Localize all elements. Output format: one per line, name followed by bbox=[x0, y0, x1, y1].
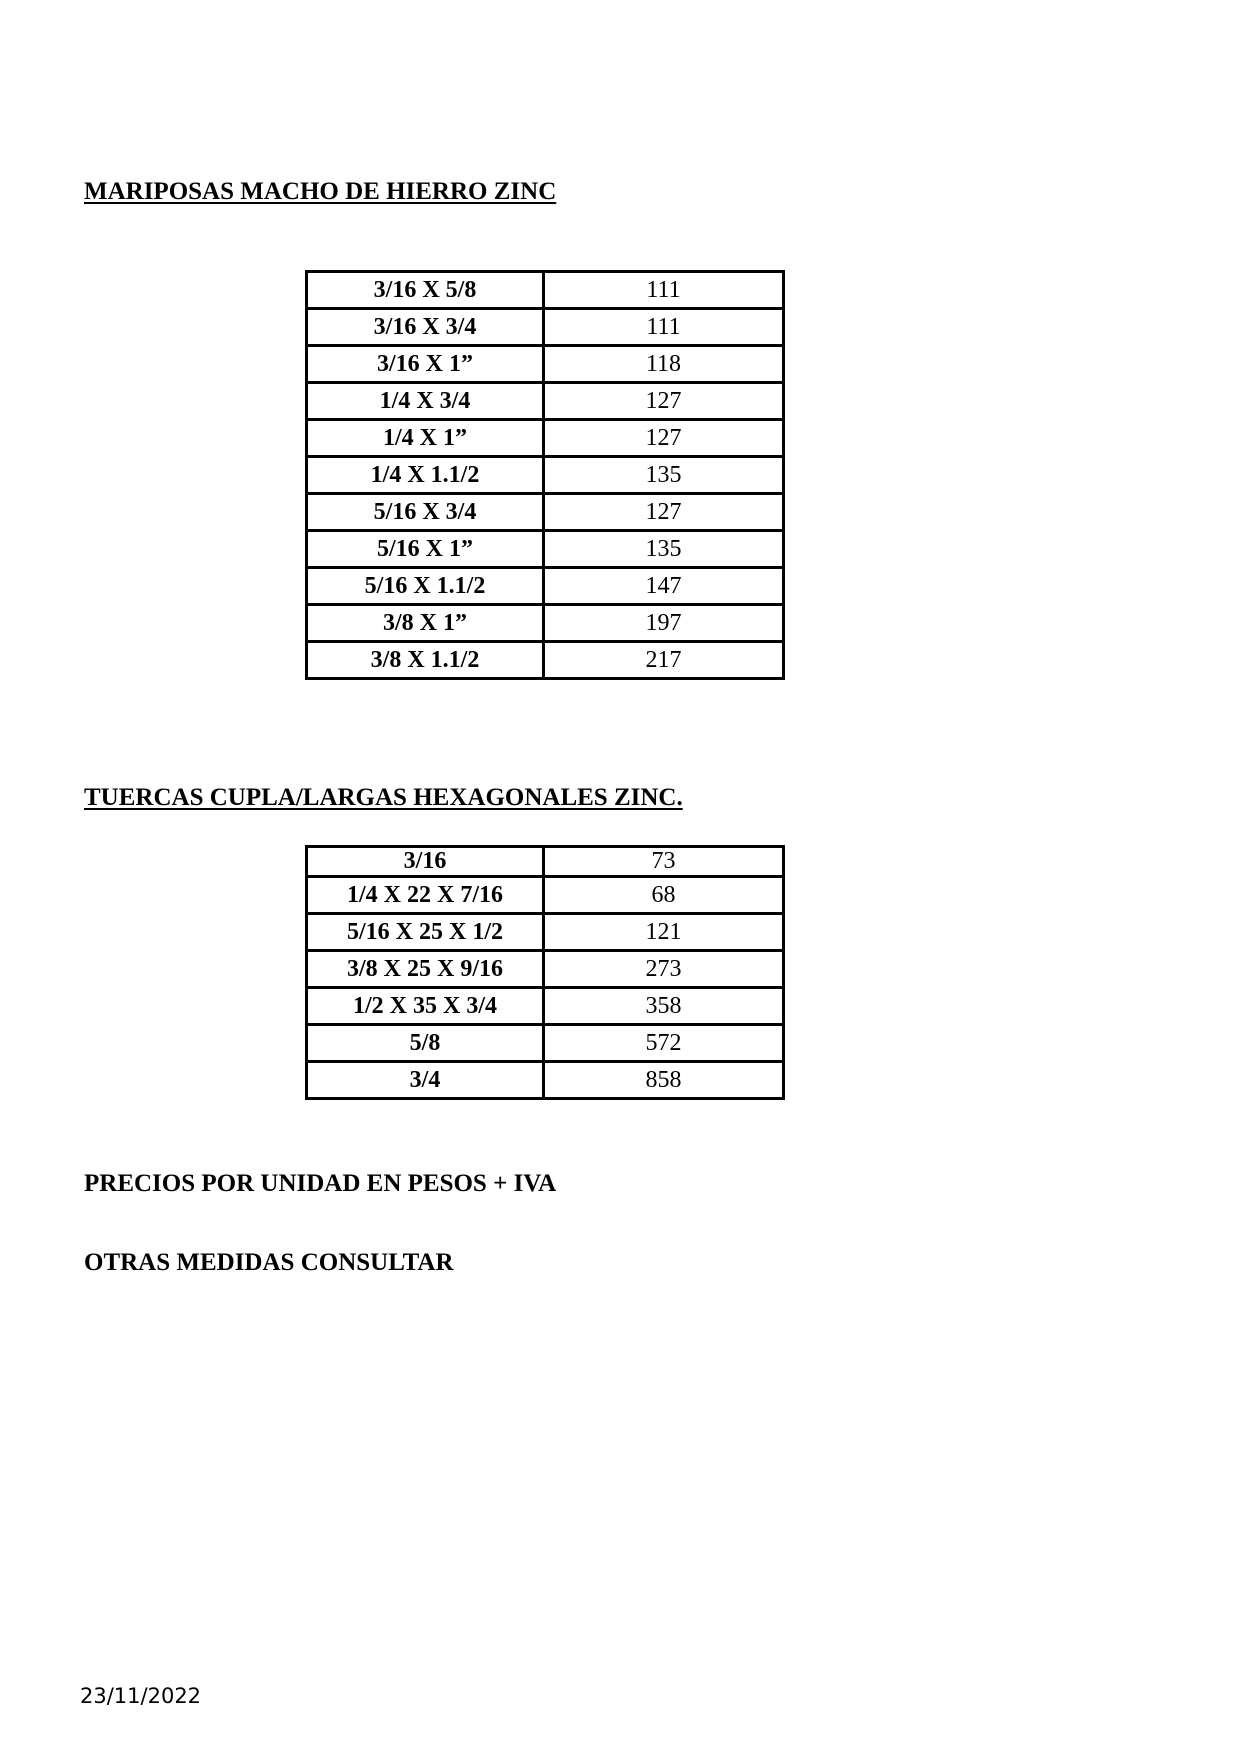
size-cell: 3/16 X 3/4 bbox=[307, 309, 544, 346]
size-cell: 3/16 X 1” bbox=[307, 346, 544, 383]
price-cell: 127 bbox=[544, 420, 784, 457]
price-cell: 118 bbox=[544, 346, 784, 383]
price-cell: 572 bbox=[544, 1025, 784, 1062]
section-title-mariposas: MARIPOSAS MACHO DE HIERRO ZINC bbox=[84, 178, 557, 205]
size-cell: 1/4 X 1.1/2 bbox=[307, 457, 544, 494]
size-cell: 5/16 X 3/4 bbox=[307, 494, 544, 531]
price-cell: 147 bbox=[544, 568, 784, 605]
size-cell: 3/16 X 5/8 bbox=[307, 272, 544, 309]
table-row bbox=[307, 346, 784, 383]
price-table-mariposas bbox=[305, 270, 785, 680]
price-cell: 73 bbox=[544, 847, 784, 877]
price-cell: 127 bbox=[544, 383, 784, 420]
table-row bbox=[307, 847, 784, 877]
size-cell: 1/2 X 35 X 3/4 bbox=[307, 988, 544, 1025]
price-cell: 135 bbox=[544, 531, 784, 568]
table-row bbox=[307, 951, 784, 988]
size-cell: 5/8 bbox=[307, 1025, 544, 1062]
price-cell: 358 bbox=[544, 988, 784, 1025]
size-cell: 1/4 X 3/4 bbox=[307, 383, 544, 420]
table-row bbox=[307, 383, 784, 420]
table-row bbox=[307, 914, 784, 951]
price-cell: 858 bbox=[544, 1062, 784, 1099]
footer-date: 23/11/2022 bbox=[80, 1684, 202, 1708]
table-row bbox=[307, 568, 784, 605]
table-row bbox=[307, 309, 784, 346]
table-row bbox=[307, 531, 784, 568]
table-row bbox=[307, 1062, 784, 1099]
size-cell: 5/16 X 1” bbox=[307, 531, 544, 568]
price-cell: 127 bbox=[544, 494, 784, 531]
table-row bbox=[307, 494, 784, 531]
price-table-tuercas bbox=[305, 845, 785, 1100]
other-sizes-note: OTRAS MEDIDAS CONSULTAR bbox=[84, 1249, 454, 1276]
table-row bbox=[307, 642, 784, 679]
table-row bbox=[307, 272, 784, 309]
price-cell: 197 bbox=[544, 605, 784, 642]
size-cell: 3/8 X 1” bbox=[307, 605, 544, 642]
price-cell: 68 bbox=[544, 877, 784, 914]
prices-note: PRECIOS POR UNIDAD EN PESOS + IVA bbox=[84, 1170, 557, 1197]
size-cell: 1/4 X 22 X 7/16 bbox=[307, 877, 544, 914]
table-row bbox=[307, 988, 784, 1025]
size-cell: 3/16 bbox=[307, 847, 544, 877]
table-row bbox=[307, 420, 784, 457]
table-row bbox=[307, 457, 784, 494]
size-cell: 3/8 X 25 X 9/16 bbox=[307, 951, 544, 988]
price-cell: 217 bbox=[544, 642, 784, 679]
table-row bbox=[307, 877, 784, 914]
price-cell: 273 bbox=[544, 951, 784, 988]
size-cell: 3/4 bbox=[307, 1062, 544, 1099]
size-cell: 3/8 X 1.1/2 bbox=[307, 642, 544, 679]
price-cell: 111 bbox=[544, 272, 784, 309]
price-cell: 135 bbox=[544, 457, 784, 494]
table-row bbox=[307, 605, 784, 642]
size-cell: 5/16 X 1.1/2 bbox=[307, 568, 544, 605]
size-cell: 1/4 X 1” bbox=[307, 420, 544, 457]
price-cell: 121 bbox=[544, 914, 784, 951]
section-title-tuercas: TUERCAS CUPLA/LARGAS HEXAGONALES ZINC. bbox=[84, 784, 683, 811]
table-row bbox=[307, 1025, 784, 1062]
size-cell: 5/16 X 25 X 1/2 bbox=[307, 914, 544, 951]
price-cell: 111 bbox=[544, 309, 784, 346]
